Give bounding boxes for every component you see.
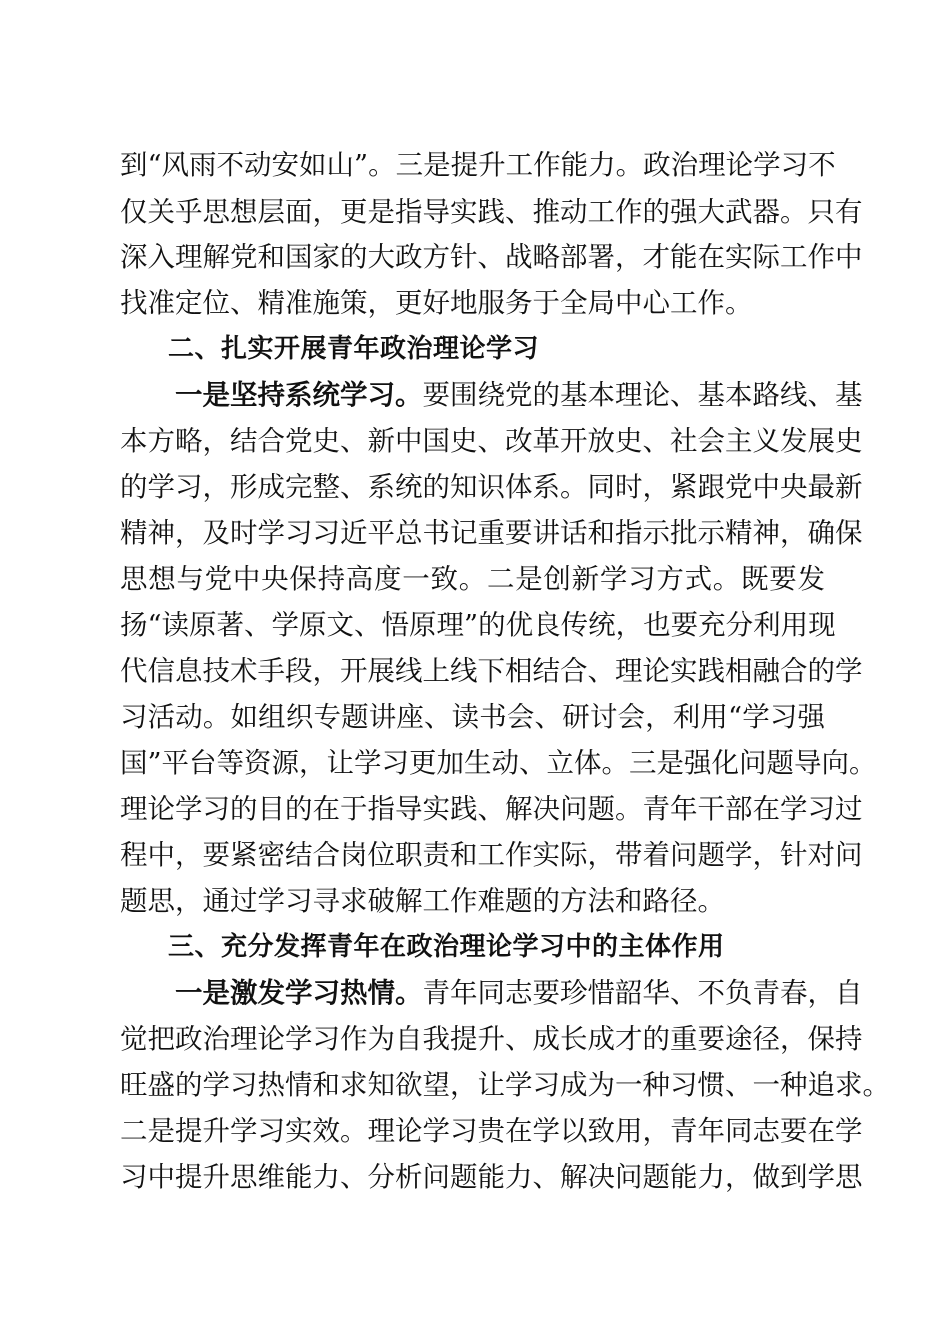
body-text-line: 习活动。如组织专题讲座、读书会、研讨会，利用“学习强 [120, 701, 825, 733]
paragraph-lead: 一是坚持系统学习。 [175, 379, 423, 411]
body-text-line: 国”平台等资源，让学习更加生动、立体。三是强化问题导向。 [120, 747, 877, 779]
body-text-line: 深入理解党和国家的大政方针、战略部署，才能在实际工作中 [120, 241, 863, 273]
paragraph-text: 要围绕党的基本理论、基本路线、基 [422, 379, 863, 411]
body-text-line: 找准定位、精准施策，更好地服务于全局中心工作。 [120, 287, 753, 319]
body-text-line: 精神，及时学习习近平总书记重要讲话和指示批示精神，确保 [120, 517, 863, 549]
paragraph-lead: 一是激发学习热情。 [175, 977, 423, 1009]
body-text-line: 仅关乎思想层面，更是指导实践、推动工作的强大武器。只有 [120, 196, 863, 228]
body-text-line: 旺盛的学习热情和求知欲望，让学习成为一种习惯、一种追求。 [120, 1069, 890, 1101]
body-text-line [175, 377, 863, 413]
section-heading-3: 三、充分发挥青年在政治理论学习中的主体作用 [168, 932, 725, 962]
body-text-line: 习中提升思维能力、分析问题能力、解决问题能力，做到学思 [120, 1161, 863, 1193]
body-text-line: 题思，通过学习寻求破解工作难题的方法和路径。 [120, 885, 725, 917]
section-heading-2: 二、扎实开展青年政治理论学习 [168, 334, 540, 364]
body-text-line: 本方略，结合党史、新中国史、改革开放史、社会主义发展史 [120, 425, 863, 457]
body-text-line [175, 975, 863, 1011]
paragraph-text: 青年同志要珍惜韶华、不负青春，自 [422, 977, 863, 1009]
body-text-line: 觉把政治理论学习作为自我提升、成长成才的重要途径，保持 [120, 1023, 863, 1055]
body-text-line: 二是提升学习实效。理论学习贵在学以致用，青年同志要在学 [120, 1115, 863, 1147]
body-text-line: 理论学习的目的在于指导实践、解决问题。青年干部在学习过 [120, 793, 863, 825]
body-text-line: 到“风雨不动安如山”。三是提升工作能力。政治理论学习不 [120, 149, 836, 181]
body-text-line: 扬“读原著、学原文、悟原理”的优良传统，也要充分利用现 [120, 609, 836, 641]
body-text-line: 代信息技术手段，开展线上线下相结合、理论实践相融合的学 [120, 655, 863, 687]
body-text-line: 程中，要紧密结合岗位职责和工作实际，带着问题学，针对问 [120, 839, 863, 871]
body-text-line: 的学习，形成完整、系统的知识体系。同时，紧跟党中央最新 [120, 471, 863, 503]
body-text-line: 思想与党中央保持高度一致。二是创新学习方式。既要发 [120, 563, 825, 595]
